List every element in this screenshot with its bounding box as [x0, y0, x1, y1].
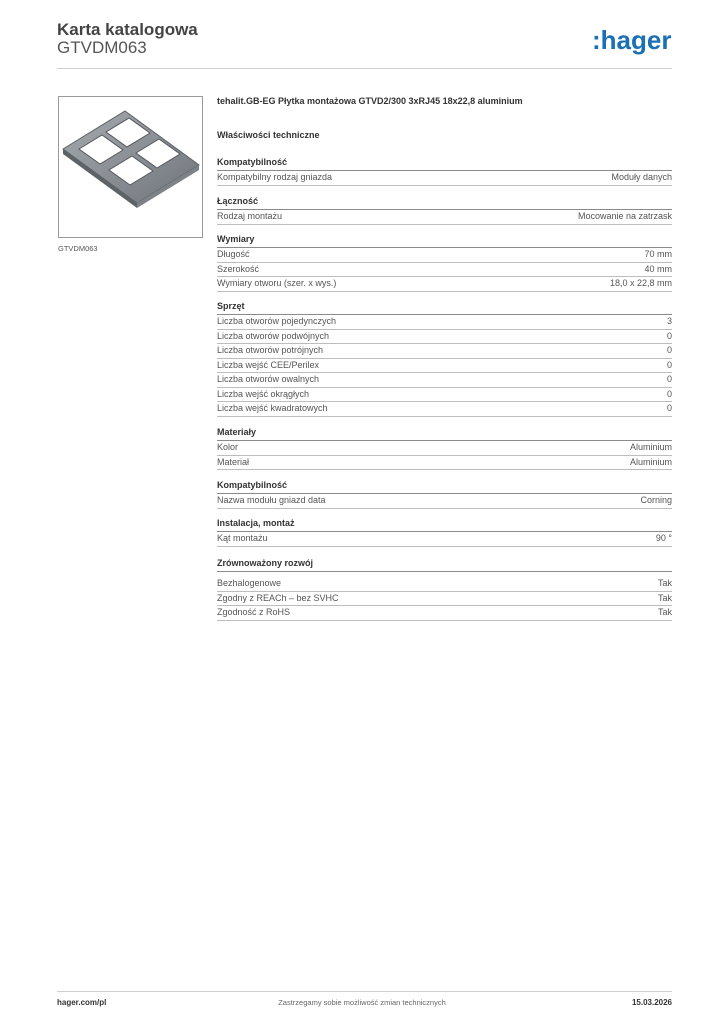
section-connectivity	[217, 196, 672, 225]
spec-value: Corning	[640, 495, 672, 505]
spec-label: Długość	[217, 249, 250, 259]
product-image-caption: GTVDM063	[58, 244, 98, 253]
section-title: Wymiary	[217, 234, 672, 248]
spec-value: 0	[666, 388, 672, 399]
spec-label: Liczba otworów owalnych	[217, 374, 320, 384]
section-title: Kompatybilność	[217, 480, 672, 494]
product-image-frame	[58, 96, 203, 238]
spec-value: Tak	[657, 592, 672, 603]
spec-label: Bezhalogenowe	[217, 578, 282, 588]
hager-logo	[592, 26, 676, 56]
spec-row	[217, 210, 672, 225]
spec-label: Liczba wejść kwadratowych	[217, 403, 328, 413]
spec-row	[217, 277, 672, 292]
spec-label: Liczba otworów podwójnych	[217, 330, 330, 341]
spec-label: Kompatybilny rodzaj gniazda	[217, 172, 333, 182]
spec-row	[217, 402, 672, 417]
spec-label: Kolor	[217, 442, 239, 452]
spec-label: Zgodny z REACh – bez SVHC	[217, 592, 339, 603]
spec-value: 0	[666, 330, 672, 341]
section-installation	[217, 518, 672, 547]
spec-row	[217, 315, 672, 330]
spec-row	[217, 456, 672, 471]
spec-label: Wymiary otworu (szer. x wys.)	[217, 278, 337, 288]
spec-row	[217, 494, 672, 509]
spec-row	[217, 359, 672, 374]
spec-value: Tak	[657, 578, 672, 588]
footer-disclaimer: Zastrzegamy sobie możliwość zmian technicznych	[278, 998, 446, 1007]
spec-value: 0	[666, 359, 672, 370]
spec-row	[217, 373, 672, 388]
section-title: Sprzęt	[217, 301, 672, 315]
section-title: Kompatybilność	[217, 157, 672, 171]
spec-value: Aluminium	[629, 456, 672, 467]
footer-divider	[57, 991, 672, 992]
spec-row	[217, 606, 672, 621]
product-description: tehalit.GB-EG Płytka montażowa GTVD2/300 3xRJ45 18x22,8 aluminium	[217, 96, 523, 106]
spec-value: Tak	[657, 607, 672, 617]
spec-value: 18,0 x 22,8 mm	[609, 278, 672, 288]
hager-logo-text: :hager	[592, 26, 672, 55]
section-title: Łączność	[217, 196, 672, 210]
spec-row	[217, 171, 672, 186]
spec-row	[217, 577, 672, 592]
footer-date: 15.03.2026	[631, 998, 672, 1007]
spec-row	[217, 248, 672, 263]
spec-label: Rodzaj montażu	[217, 211, 283, 221]
technical-properties-heading: Właściwości techniczne	[217, 130, 320, 140]
section-sustainability	[217, 558, 672, 621]
section-materials	[217, 427, 672, 470]
spec-label: Liczba otworów pojedynczych	[217, 316, 337, 326]
section-title: Materiały	[217, 427, 672, 441]
spec-value: 90 °	[655, 533, 672, 543]
spec-label: Nazwa modułu gniazd data	[217, 495, 326, 505]
spec-row	[217, 532, 672, 547]
section-title: Zrównoważony rozwój	[217, 558, 672, 572]
header-divider	[57, 68, 672, 69]
spec-value: Aluminium	[629, 442, 672, 452]
three-gang-mounting-plate-icon	[59, 97, 202, 237]
footer-website-link[interactable]: hager.com/pl	[57, 998, 107, 1007]
section-dimensions	[217, 234, 672, 292]
section-compatibility-2	[217, 480, 672, 509]
spec-row	[217, 441, 672, 456]
spec-row	[217, 263, 672, 278]
spec-value: 3	[666, 316, 672, 326]
spec-label: Liczba wejść CEE/Perilex	[217, 359, 320, 370]
spec-value: 0	[666, 403, 672, 413]
spec-label: Liczba wejść okrągłych	[217, 388, 310, 399]
spec-label: Liczba otworów potrójnych	[217, 345, 324, 355]
spec-row	[217, 388, 672, 403]
product-code: GTVDM063	[57, 38, 147, 57]
spec-row	[217, 592, 672, 607]
section-equipment	[217, 301, 672, 417]
spec-value: 70 mm	[644, 249, 672, 259]
section-title: Instalacja, montaż	[217, 518, 672, 532]
spec-row	[217, 330, 672, 345]
spec-value: Moduły danych	[611, 172, 672, 182]
document-title: Karta katalogowa	[57, 20, 198, 39]
section-compatibility	[217, 157, 672, 186]
spec-row	[217, 344, 672, 359]
spec-label: Zgodność z RoHS	[217, 607, 291, 617]
spec-value: 0	[666, 345, 672, 355]
spec-label: Szerokość	[217, 263, 260, 274]
spec-label: Materiał	[217, 456, 250, 467]
spec-value: 0	[666, 374, 672, 384]
spec-label: Kąt montażu	[217, 533, 268, 543]
spec-value: Mocowanie na zatrzask	[577, 211, 672, 221]
spec-value: 40 mm	[644, 263, 672, 274]
